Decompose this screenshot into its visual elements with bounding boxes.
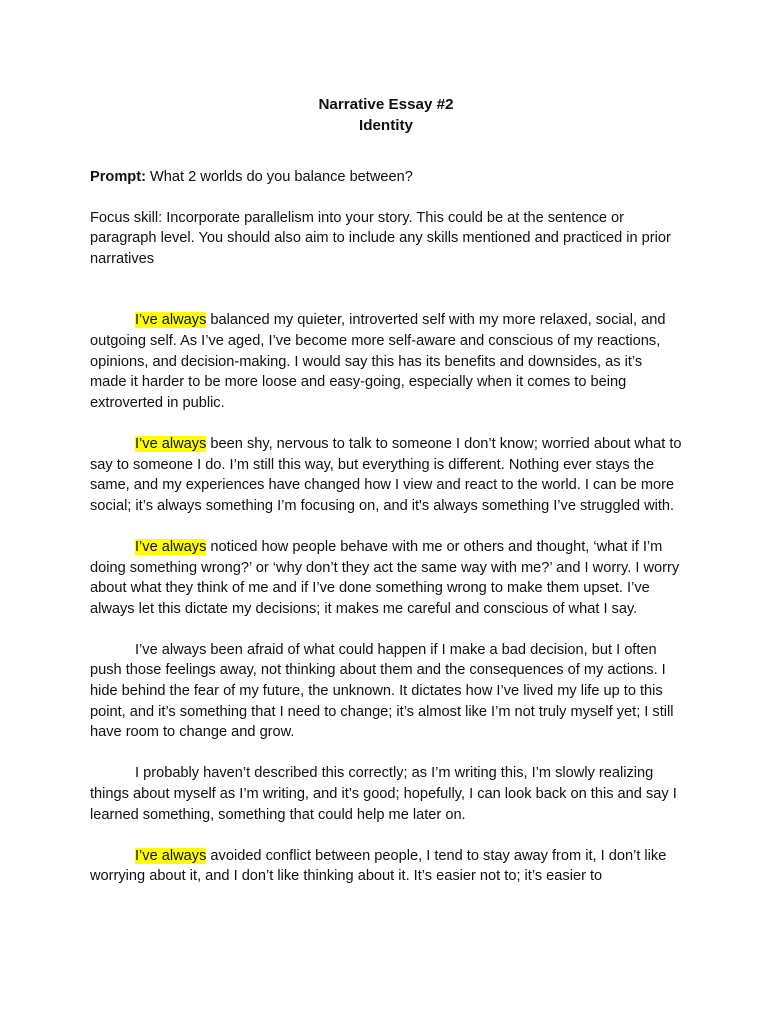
- document-subtitle: Identity: [358, 117, 413, 134]
- paragraph-text: been shy, nervous to talk to someone I don’t know; worried about what to say to someone I do. I’m still this way, but everything is different. Nothing ever stays the same, and my experiences have changed how I view and react to the world. I can be more social; it’s always something I’m focusing on, and it's always something I’ve struggled with.: [90, 435, 682, 514]
- highlighted-phrase: I’ve always: [135, 435, 207, 452]
- paragraph-text: noticed how people behave with me or others and thought, ‘what if I’m doing something wrong?’ or ‘why don’t they act the same way with me?’ and I worry. I worry about what they think of me and if I’ve done something wrong to make them upset. I’ve always let this dictate my decisions; it makes me careful and conscious of what I say.: [90, 538, 680, 617]
- document-title: Narrative Essay #2: [318, 96, 454, 113]
- essay-paragraph-5: [90, 763, 682, 825]
- highlighted-phrase: I’ve always: [135, 312, 207, 329]
- focus-skill-text: Focus skill: Incorporate parallelism into your story. This could be at the sentence or paragraph level. You should also aim to include any skills mentioned and practiced in prior narratives: [90, 209, 671, 267]
- paragraph-text: I’ve always been afraid of what could happen if I make a bad decision, but I often push those feelings away, not thinking about them and the consequences of my actions. I hide behind the fear of my future, the unknown. It dictates how I’ve lived my life up to this point, and it’s something that I need to change; it’s almost like I’m not truly myself yet; I still have room to change and grow.: [90, 641, 674, 741]
- paragraph-text: balanced my quieter, introverted self with my more relaxed, social, and outgoing self. As I’ve aged, I’ve become more self-aware and conscious of my reactions, opinions, and decision-making. I would say this has its benefits and downsides, as it’s made it harder to be more loose and easy-going, especially when it comes to being extroverted in public.: [90, 312, 666, 411]
- highlighted-phrase: I’ve always: [135, 847, 207, 864]
- prompt-label: Prompt:: [90, 169, 146, 185]
- essay-paragraph-3: [90, 537, 682, 619]
- paragraph-text: I probably haven’t described this correctly; as I’m writing this, I’m slowly realizing things about myself as I’m writing, and it’s good; hopefully, I can look back on this and say I learned something, something that could help me later on.: [90, 765, 677, 823]
- prompt-line: [90, 167, 682, 188]
- essay-paragraph-2: [90, 434, 682, 516]
- essay-paragraph-4: [90, 640, 682, 743]
- essay-paragraph-6: [90, 846, 682, 887]
- essay-paragraph-1: [90, 310, 682, 413]
- highlighted-phrase: I’ve always: [135, 538, 207, 555]
- prompt-text: What 2 worlds do you balance between?: [145, 169, 413, 185]
- document-content: [90, 94, 682, 887]
- paragraph-text: avoided conflict between people, I tend to stay away from it, I don’t like worrying about it, and I don’t like thinking about it. It’s easier not to; it’s easier to: [90, 847, 667, 885]
